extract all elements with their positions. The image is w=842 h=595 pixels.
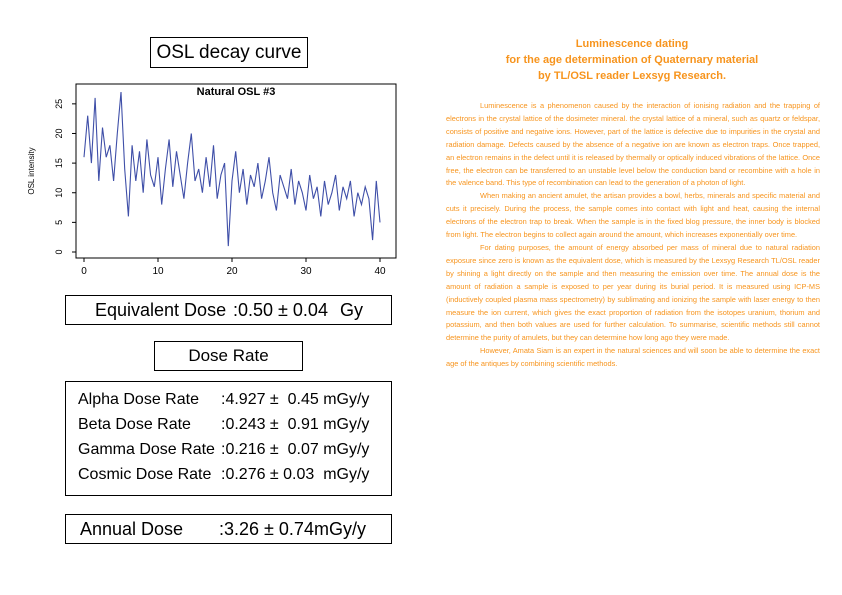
osl-series-line	[84, 92, 380, 246]
osl-curve-title: OSL decay curve	[156, 41, 302, 63]
chart-title: Natural OSL #3	[196, 86, 276, 98]
equivalent-dose-box	[65, 295, 392, 325]
article-heading-line: for the age determination of Quaternary material	[505, 54, 759, 66]
article-paragraph: Luminescence is a phenomenon caused by the interaction of ionising radiation and the trapping of electrons in the crystal lattice of the dosimeter mineral. the crystal lattice of a mineral, such as quartz or feldspar, consists of positive and negative ions. However, part of the lattice is defective due to impurities in the crystal and radiation damage. Defects caused by the absence of a negative ion are known as electron traps. Once trapped, an electron remains in the defect until it is released by thermally or optically induced vibrations of the lattice. Once free, the electron can be transferred to an unstable level below the conduction band or recombine with a hole in the valence band. This type of recombination can lead to the generation of a photon of light.	[446, 101, 820, 188]
article-paragraph: For dating purposes, the amount of energy absorbed per mass of mineral due to natural radiation exposure since zero is known as the equivalent dose, which is measured by the Lexsyg Research TL/OSL reader by shining a light directly on the sample and then measuring the emission over time. The annual dose is the amount of radiation a sample is exposed to per year during its burial period. It is measured using ICP-MS (inductively coupled plasma mass spectrometry) by sublimating and ionizing the sample with laser energy to then measure the ion current, which gives the exact proportion of radiation from the isotopes uranium, thorium and potassium, and then both values are used for further calculation. To summarise, scientific methods still cannot determine the purity of amulets, but they can determine how long ago they were made.	[446, 242, 820, 343]
y-tick-label: 10	[54, 187, 64, 198]
beta-dose-rate-value: :0.243 ± 0.91 mGy/y	[221, 416, 370, 433]
x-tick-label: 0	[81, 266, 87, 277]
article-heading	[440, 36, 824, 84]
osl-chart	[18, 78, 400, 288]
x-tick-label: 10	[152, 266, 164, 277]
cosmic-dose-rate-value: :0.276 ± 0.03 mGy/y	[221, 466, 370, 483]
osl-chart-svg	[18, 78, 400, 288]
alpha-dose-rate-label: Alpha Dose Rate	[78, 391, 199, 408]
y-axis-label: OSL intensity	[27, 147, 36, 195]
alpha-dose-rate-value: :4.927 ± 0.45 mGy/y	[221, 391, 370, 408]
article-paragraph: When making an ancient amulet, the artisan provides a bowl, herbs, minerals and specific material and cuts it precisely. During the process, the sample comes into contact with light and heat, causing the internal electrons of the electron trap to break. When the sample is in the fixed blog pressure, the inner body is blocked from light. The electron begins to collect again around the amount, which increases exponentially over time.	[446, 191, 820, 240]
dose-rates-box	[65, 381, 392, 496]
y-tick-label: 25	[54, 98, 64, 109]
chart-ticks	[54, 99, 386, 277]
annual-dose-box	[65, 514, 392, 544]
beta-dose-rate-label: Beta Dose Rate	[78, 416, 191, 433]
dose-rate-title: Dose Rate	[188, 346, 269, 365]
dose-rate-title-box	[154, 341, 303, 371]
equivalent-dose-value: :0.50 ± 0.04	[233, 299, 328, 320]
article-paragraph: However, Amata Siam is an expert in the natural sciences and will soon be able to determine the exact age of the antiques by combining scientific methods.	[446, 346, 820, 369]
equivalent-dose-unit: Gy	[340, 299, 364, 320]
x-tick-label: 30	[300, 266, 312, 277]
x-tick-label: 20	[226, 266, 238, 277]
gamma-dose-rate-label: Gamma Dose Rate	[78, 441, 215, 458]
annual-dose-value: :3.26 ± 0.74mGy/y	[219, 518, 366, 539]
y-tick-label: 15	[54, 158, 64, 169]
article-heading-line: by TL/OSL reader Lexsyg Research.	[537, 70, 727, 82]
x-tick-label: 40	[374, 266, 386, 277]
y-tick-label: 0	[54, 249, 64, 255]
annual-dose-label: Annual Dose	[80, 518, 184, 539]
y-tick-label: 5	[54, 219, 64, 225]
osl-curve-title-box	[150, 37, 308, 68]
equivalent-dose-label: Equivalent Dose	[95, 299, 227, 320]
y-tick-label: 20	[54, 128, 64, 139]
cosmic-dose-rate-label: Cosmic Dose Rate	[78, 466, 212, 483]
plot-frame	[76, 84, 396, 258]
article-heading-line: Luminescence dating	[575, 38, 689, 50]
gamma-dose-rate-value: :0.216 ± 0.07 mGy/y	[221, 441, 370, 458]
article-body	[446, 100, 820, 371]
